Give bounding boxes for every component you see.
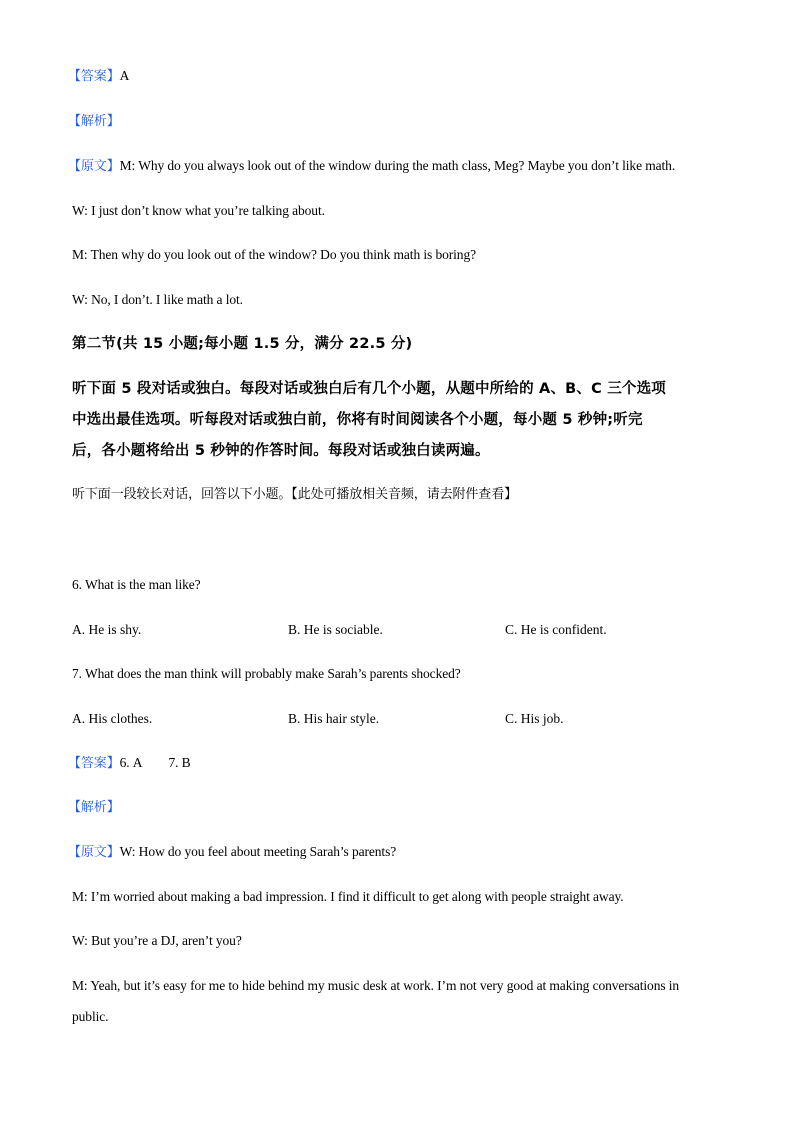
transcript-line: M: Yeah, but it’s easy for me to hide behind my music desk at work. I’m not very good at making conversations in: [72, 978, 680, 993]
transcript-line: W: I just don’t know what you’re talking about.: [72, 203, 325, 218]
answer-value: 7. B: [168, 755, 191, 770]
transcript-line: [68, 843, 397, 862]
transcript-line: public.: [72, 1009, 109, 1024]
instruction-line: 中选出最佳选项。听每段对话或独白前，你将有时间阅读各个小题，每小题 5 秒钟;听完: [72, 412, 643, 428]
option-b: B. His hair style.: [288, 711, 380, 726]
answer-line: [68, 67, 130, 86]
analysis-line: [68, 798, 120, 817]
option-c: C. His job.: [505, 711, 564, 726]
analysis-line: [68, 112, 120, 131]
transcript-text: M: Why do you always look out of the window during the math class, Meg? Maybe you don’t like math.: [119, 158, 676, 173]
answer-value: 6. A: [119, 755, 143, 770]
question-stem: 7. What does the man think will probably make Sarah’s parents shocked?: [72, 666, 461, 681]
transcript-line: M: Then why do you look out of the window? Do you think math is boring?: [72, 247, 476, 262]
transcript-tag: 【原文】: [68, 845, 120, 860]
option-c: C. He is confident.: [505, 622, 607, 637]
answer-value: A: [119, 68, 130, 83]
transcript-line: [68, 157, 676, 176]
answer-line: [68, 754, 191, 773]
transcript-text: W: How do you feel about meeting Sarah’s parents?: [119, 844, 397, 859]
instruction-line: 听下面 5 段对话或独白。每段对话或独白后有几个小题，从题中所给的 A、B、C 三个选项: [72, 381, 666, 397]
answer-tag: 【答案】: [68, 756, 120, 771]
transcript-line: M: I’m worried about making a bad impression. I find it difficult to get along with people straight away.: [72, 889, 624, 904]
section-heading: 第二节(共 15 小题;每小题 1.5 分，满分 22.5 分): [72, 336, 413, 352]
transcript-line: W: No, I don’t. I like math a lot.: [72, 292, 243, 307]
transcript-tag: 【原文】: [68, 159, 120, 174]
option-a: A. His clothes.: [72, 711, 153, 726]
option-b: B. He is sociable.: [288, 622, 383, 637]
question-stem: 6. What is the man like?: [72, 577, 201, 592]
instruction-line: 后，各小题将给出 5 秒钟的作答时间。每段对话或独白读两遍。: [72, 443, 490, 459]
analysis-tag: 【解析】: [68, 114, 120, 129]
listen-note: 听下面一段较长对话，回答以下小题。【此处可播放相关音频，请去附件查看】: [72, 487, 518, 502]
transcript-line: W: But you’re a DJ, aren’t you?: [72, 933, 242, 948]
option-a: A. He is shy.: [72, 622, 142, 637]
analysis-tag: 【解析】: [68, 800, 120, 815]
answer-tag: 【答案】: [68, 69, 120, 84]
